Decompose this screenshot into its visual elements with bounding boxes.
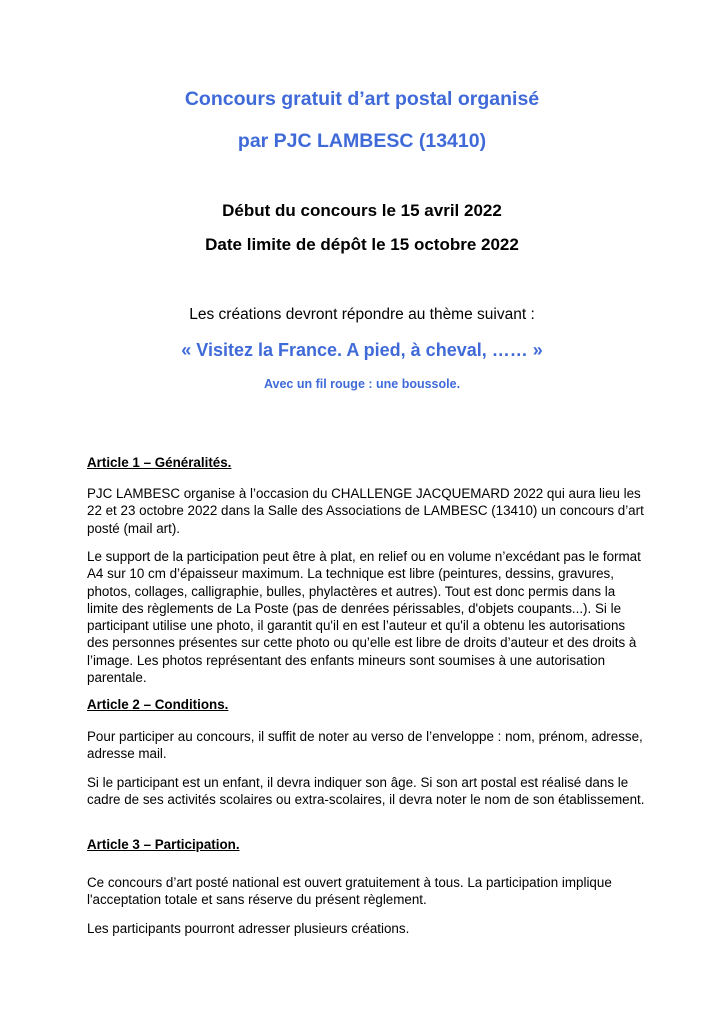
start-date: Début du concours le 15 avril 2022 (222, 201, 502, 220)
article-1-paragraph-2 (87, 548, 647, 686)
theme-title: « Visitez la France. A pied, à cheval, …… » (181, 340, 543, 360)
paragraph: Ce concours d’art posté national est ouvert gratuitement à tous. La participation implique l'acceptation totale et sans réserve du présent règlement. (87, 875, 612, 908)
paragraph: Pour participer au concours, il suffit de noter au verso de l’enveloppe : nom, prénom, adresse, adresse mail. (87, 729, 643, 762)
subtheme: Avec un fil rouge : une boussole. (263, 377, 461, 391)
deadline-date: Date limite de dépôt le 15 octobre 2022 (205, 235, 519, 254)
article-2-paragraph-2 (87, 774, 647, 809)
article-3-paragraph-2 (87, 920, 647, 937)
paragraph: Le support de la participation peut être à plat, en relief ou en volume n’excédant pas le format A4 sur 10 cm d’épaisseur maximum. La technique est libre (peintures, dessins, gravures, photos, collages, calligraphie, bulles, phylactères et autres). Tout est donc permis dans la limite des règlements de La Poste (pas de denrées périssables, d'objets coupants...). Si le participant utilise une photo, il garantit qu'il en est l’auteur et qu'il a obtenu les autorisations des personnes présentes sur cette photo ou qu’elle est libre de droits d’auteur et des droits à l’image. Les photos représentant des enfants mineurs sont soumises à une autorisation parentale. (87, 549, 641, 686)
article-1-paragraph-1 (87, 485, 647, 537)
paragraph: Si le participant est un enfant, il devra indiquer son âge. Si son art postal est réalisé dans le cadre de ses activités scolaires ou extra-scolaires, il devra noter le nom de son établissement. (87, 775, 645, 808)
paragraph: PJC LAMBESC organise à l’occasion du CHALLENGE JACQUEMARD 2022 qui aura lieu les 22 et 23 octobre 2022 dans la Salle des Associations de LAMBESC (13410) un concours d’art posté (mail art). (87, 486, 644, 536)
theme-intro: Les créations devront répondre au thème suivant : (189, 306, 535, 323)
article-3-paragraph-1 (87, 874, 647, 909)
paragraph: Les participants pourront adresser plusieurs créations. (87, 921, 410, 936)
title-line-1: Concours gratuit d’art postal organisé (184, 88, 540, 110)
article-2-heading: Article 2 – Conditions. (87, 697, 229, 712)
title-line-2: par PJC LAMBESC (13410) (237, 130, 487, 152)
article-3-heading: Article 3 – Participation. (87, 837, 240, 852)
article-1-heading: Article 1 – Généralités. (87, 455, 232, 470)
article-2-paragraph-1 (87, 728, 647, 763)
